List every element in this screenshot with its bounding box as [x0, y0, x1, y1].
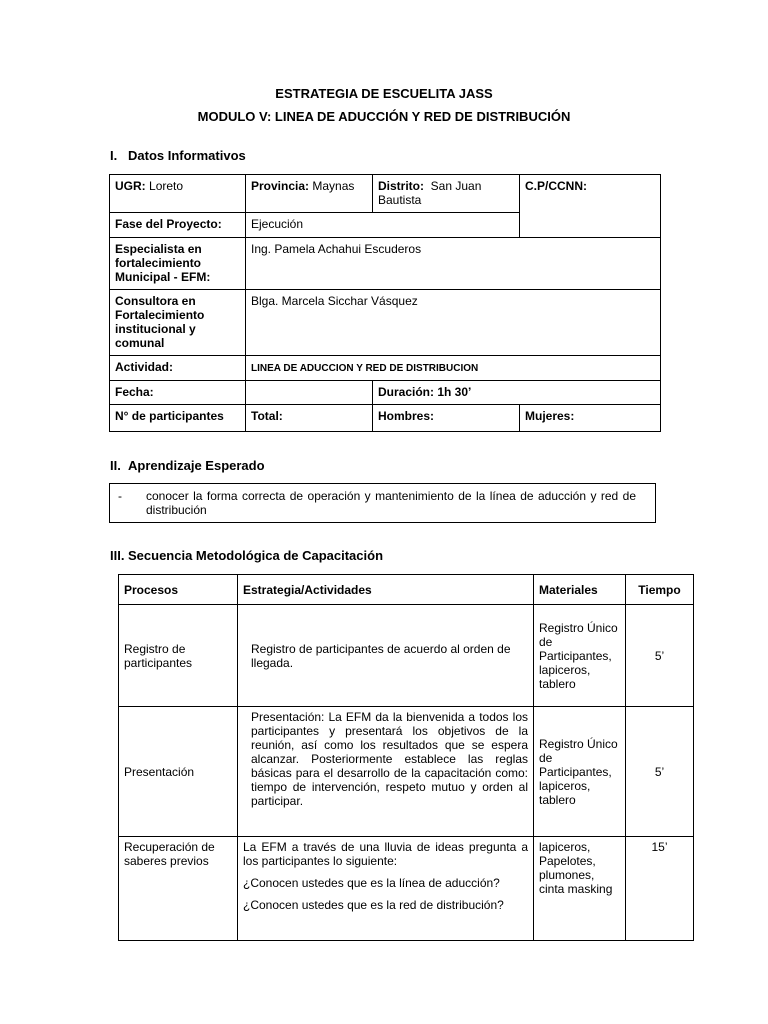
- ugr-label: UGR:: [115, 179, 146, 193]
- section-number: III.: [110, 548, 125, 563]
- materiales-cell: Registro Único de Participantes, lapiceros, tablero: [534, 707, 626, 837]
- provincia-value: Maynas: [312, 179, 355, 193]
- tiempo-cell: 5’: [626, 605, 694, 707]
- provincia-cell: [246, 175, 373, 213]
- document-title: ESTRATEGIA DE ESCUELITA JASS: [275, 86, 493, 101]
- section-label: Aprendizaje Esperado: [128, 458, 265, 473]
- secuencia-table: [118, 574, 694, 941]
- cpccnn-cell: [520, 175, 661, 238]
- header-materiales: Materiales: [534, 575, 626, 605]
- section-datos-informativos: [110, 148, 246, 163]
- fecha-label: Fecha:: [110, 381, 246, 405]
- question-aduccion: ¿Conocen ustedes que es la línea de aducción?: [243, 876, 500, 890]
- estrategia-cell: Presentación: La EFM da la bienvenida a todos los participantes y presentará los objetivos de la reunión, así como los resultados que se espera alcanzar. Posteriormente establece las reglas básicas para el desarrollo de la capacitación como: tiempo de intervención, respeto mutuo y orden al participar.: [238, 707, 534, 837]
- cpccnn-label: C.P/CCNN:: [525, 179, 587, 193]
- hombres-label: Hombres:: [373, 405, 520, 432]
- datos-informativos-table: [109, 174, 661, 432]
- estrategia-cell: Registro de participantes de acuerdo al orden de llegada.: [238, 605, 534, 707]
- consultora-label: Consultora en Fortalecimiento institucional y comunal: [110, 290, 246, 356]
- list-dash: -: [118, 489, 122, 503]
- materiales-cell: Registro Único de Participantes, lapiceros, tablero: [534, 605, 626, 707]
- section-number: I.: [110, 148, 118, 163]
- section-secuencia-metodologica: [110, 548, 383, 563]
- ugr-value: Loreto: [149, 179, 184, 193]
- distrito-cell: [373, 175, 520, 213]
- header-tiempo: Tiempo: [626, 575, 694, 605]
- especialista-label: Especialista en fortalecimiento Municipal - EFM:: [110, 238, 246, 290]
- mujeres-label: Mujeres:: [520, 405, 661, 432]
- proceso-cell: Presentación: [119, 707, 238, 837]
- consultora-value: Blga. Marcela Sicchar Vásquez: [246, 290, 661, 356]
- question-red: ¿Conocen ustedes que es la red de distribución?: [243, 898, 504, 912]
- aprendizaje-table: [109, 483, 656, 523]
- header-procesos: Procesos: [119, 575, 238, 605]
- table-row: [119, 605, 694, 707]
- fase-value: Ejecución: [246, 213, 520, 238]
- duracion-label: Duración: 1h 30’: [373, 381, 661, 405]
- ugr-cell: [110, 175, 246, 213]
- aprendizaje-text: conocer la forma correcta de operación y mantenimiento de la línea de aducción y red de distribución: [146, 489, 636, 517]
- provincia-label: Provincia:: [251, 179, 310, 193]
- tiempo-cell: 5’: [626, 707, 694, 837]
- table-row: [119, 707, 694, 837]
- section-label: Secuencia Metodológica de Capacitación: [128, 548, 384, 563]
- actividad-label: Actividad:: [110, 356, 246, 381]
- header-estrategia: Estrategia/Actividades: [238, 575, 534, 605]
- estrategia-text: La EFM a través de una lluvia de ideas pregunta a los participantes lo siguiente:: [243, 840, 528, 868]
- tiempo-cell: 15’: [626, 837, 694, 941]
- module-title: MODULO V: LINEA DE ADUCCIÓN Y RED DE DISTRIBUCIÓN: [197, 109, 571, 124]
- total-label: Total:: [246, 405, 373, 432]
- distrito-value: San Juan Bautista: [378, 179, 482, 207]
- section-label: Datos Informativos: [128, 148, 246, 163]
- fecha-value: [246, 381, 373, 405]
- distrito-label: Distrito:: [378, 179, 424, 193]
- proceso-cell: Recuperación de saberes previos: [119, 837, 238, 941]
- aprendizaje-cell: [110, 484, 656, 523]
- especialista-value: Ing. Pamela Achahui Escuderos: [246, 238, 661, 290]
- participantes-label: N° de participantes: [110, 405, 246, 432]
- section-number: II.: [110, 458, 121, 473]
- actividad-value: LINEA DE ADUCCION Y RED DE DISTRIBUCION: [246, 356, 661, 381]
- table-row: [119, 837, 694, 941]
- section-aprendizaje-esperado: [110, 458, 265, 473]
- materiales-cell: lapiceros, Papelotes, plumones, cinta masking: [534, 837, 626, 941]
- estrategia-cell: [238, 837, 534, 941]
- proceso-cell: Registro de participantes: [119, 605, 238, 707]
- fase-label: Fase del Proyecto:: [110, 213, 246, 238]
